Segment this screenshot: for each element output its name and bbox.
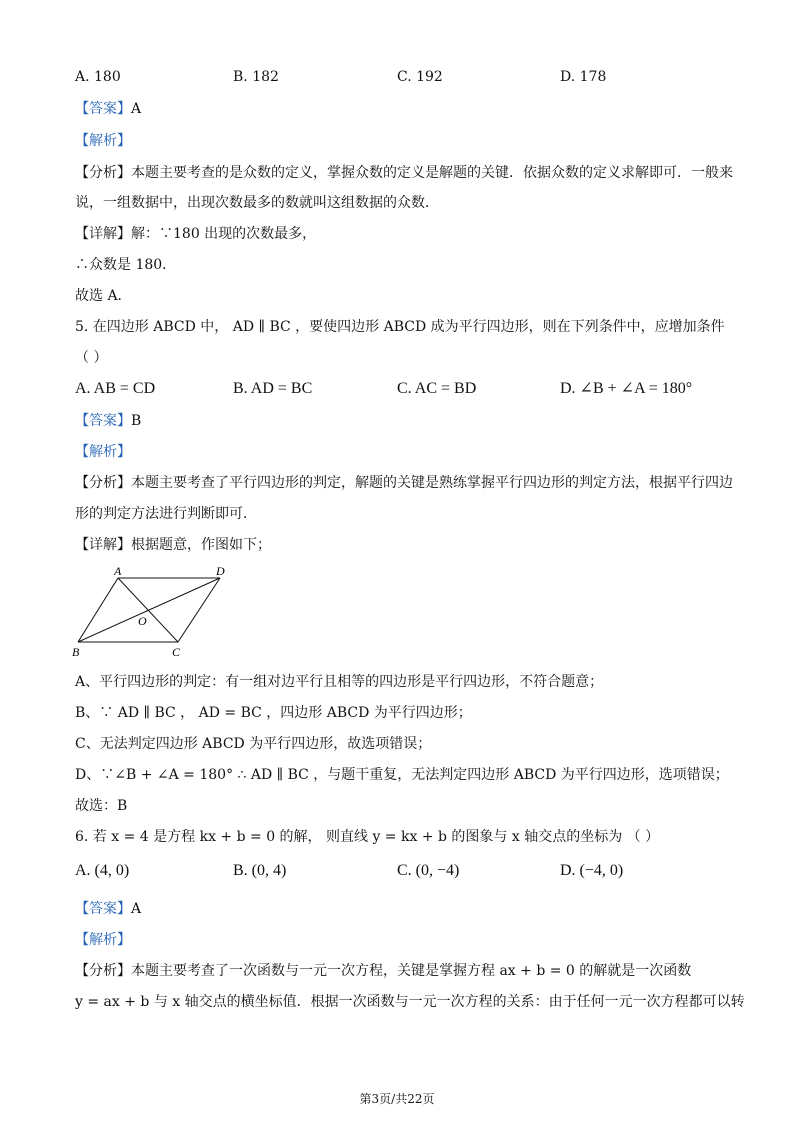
- q4-answer: A: [131, 101, 142, 117]
- label-a: A: [114, 564, 122, 578]
- q6-analysis-tag: 【解析】: [75, 932, 131, 948]
- label-b: B: [72, 645, 80, 659]
- q5-line-c: C、无法判定四边形 ABCD 为平行四边形，故选项错误；: [75, 736, 432, 752]
- q6-answer-line: [75, 900, 141, 918]
- q5-line-a: A、平行四边形的判定：有一组对边平行且相等的四边形是平行四边形，不符合题意；: [75, 674, 604, 690]
- q4-analysis-line1: 【分析】本题主要考查的是众数的定义，掌握众数的定义是解题的关键．依据众数的定义求解即可．一般来: [75, 165, 733, 181]
- answer-tag: 【答案】: [75, 413, 131, 429]
- q6-analysis-line1: 【分析】本题主要考查了一次函数与一元一次方程，关键是掌握方程 ax + b = 0 的解就是一次函数: [75, 963, 692, 979]
- q5-option-a: A. AB = CD: [75, 380, 156, 397]
- page-footer: 第3页/共22页: [359, 1092, 435, 1106]
- label-d: D: [216, 564, 225, 578]
- q6-answer: A: [131, 901, 142, 917]
- q5-option-b: B. AD = BC: [233, 380, 313, 397]
- label-c: C: [172, 645, 181, 659]
- answer-tag: 【答案】: [75, 901, 131, 917]
- q5-analysis-tag: 【解析】: [75, 444, 131, 460]
- q6-option-a: A. (4, 0): [75, 862, 130, 879]
- q5-analysis-line1: 【分析】本题主要考查了平行四边形的判定，解题的关键是熟练掌握平行四边形的判定方法，根据平行四边: [75, 475, 733, 491]
- q5-option-c: C. AC = BD: [397, 380, 477, 397]
- q5-line-d: D、∵∠B + ∠A = 180° ∴ AD ∥ BC ，与题干重复，无法判定四边形 ABCD 为平行四边形，选项错误；: [75, 767, 729, 783]
- q4-answer-line: [75, 100, 141, 118]
- q6-option-d: D. (−4, 0): [560, 862, 624, 879]
- q4-therefore: ∴众数是 180．: [75, 257, 177, 273]
- q5-stem-line2: （ ）: [75, 350, 108, 366]
- q4-option-d: D. 178: [560, 69, 607, 85]
- q6-stem: 6. 若 x = 4 是方程 kx + b = 0 的解， 则直线 y = kx + b 的图象与 x 轴交点的坐标为 （ ）: [75, 829, 660, 845]
- q6-analysis-line2: y = ax + b 与 x 轴交点的横坐标值．根据一次函数与一元一次方程的关系：由于任何一元一次方程都可以转: [75, 994, 745, 1010]
- q6-option-c: C. (0, −4): [397, 862, 460, 879]
- q5-analysis-line2: 形的判定方法进行判断即可．: [75, 506, 257, 522]
- q4-detail: 【详解】解：∵180 出现的次数最多，: [75, 226, 317, 242]
- answer-tag: 【答案】: [75, 101, 131, 117]
- q4-option-c: C. 192: [397, 69, 443, 85]
- q5-answer: B: [131, 413, 142, 429]
- q5-line-b: B、∵ AD ∥ BC ， AD = BC ，四边形 ABCD 为平行四边形；: [75, 705, 472, 721]
- side-ab: [78, 578, 118, 642]
- q5-detail: 【详解】根据题意，作图如下；: [75, 537, 271, 553]
- parallelogram-figure: [68, 562, 238, 662]
- label-o: O: [138, 614, 147, 628]
- q5-option-d: D. ∠B + ∠A = 180°: [560, 380, 693, 397]
- q6-option-b: B. (0, 4): [233, 862, 287, 879]
- q5-answer-line: [75, 412, 141, 430]
- q4-analysis-line2: 说，一组数据中，出现次数最多的数就叫这组数据的众数．: [75, 195, 439, 211]
- q5-stem-line1: 5. 在四边形 ABCD 中， AD ∥ BC ，要使四边形 ABCD 成为平行四边形，则在下列条件中，应增加条件: [75, 319, 725, 335]
- q4-option-b: B. 182: [233, 69, 279, 85]
- q4-choose: 故选 A．: [75, 288, 132, 304]
- q5-choose: 故选：B: [75, 798, 128, 814]
- q4-analysis-tag: 【解析】: [75, 133, 131, 149]
- q4-option-a: A. 180: [75, 69, 121, 85]
